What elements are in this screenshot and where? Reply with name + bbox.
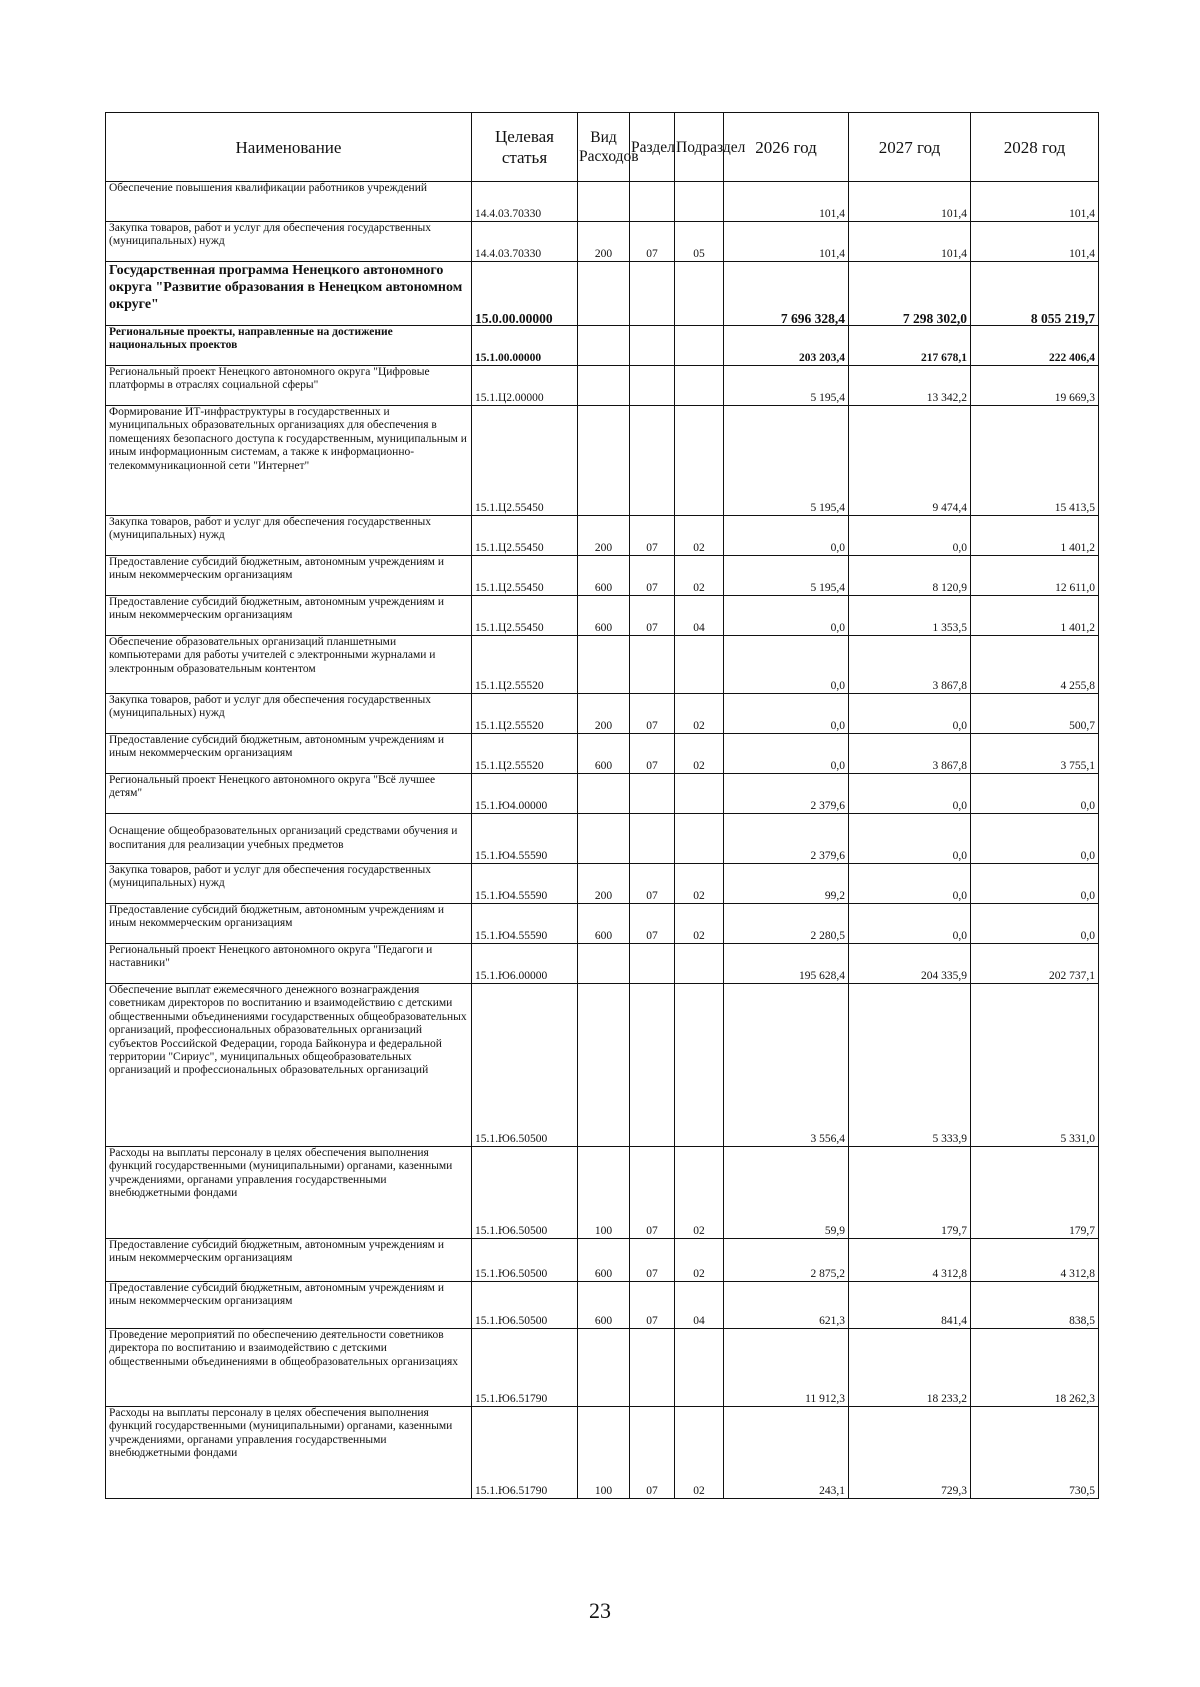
row-section bbox=[630, 366, 675, 406]
row-type bbox=[578, 406, 630, 516]
row-type: 600 bbox=[578, 1282, 630, 1329]
row-subsection: 04 bbox=[675, 596, 724, 636]
row-2027: 1 353,5 bbox=[849, 596, 971, 636]
row-2028: 18 262,3 bbox=[971, 1329, 1099, 1407]
row-section: 07 bbox=[630, 1239, 675, 1282]
row-type: 100 bbox=[578, 1147, 630, 1239]
row-subsection bbox=[675, 944, 724, 984]
row-2027: 217 678,1 bbox=[849, 326, 971, 366]
row-type: 200 bbox=[578, 516, 630, 556]
row-2026: 0,0 bbox=[724, 596, 849, 636]
row-2026: 101,4 bbox=[724, 222, 849, 262]
row-type: 200 bbox=[578, 222, 630, 262]
row-type: 600 bbox=[578, 1239, 630, 1282]
header-code: Целевая статья bbox=[472, 113, 578, 182]
row-section bbox=[630, 814, 675, 864]
table-row bbox=[106, 516, 1099, 556]
row-subsection: 05 bbox=[675, 222, 724, 262]
row-type: 600 bbox=[578, 596, 630, 636]
header-2026: 2026 год bbox=[724, 113, 849, 182]
row-subsection bbox=[675, 984, 724, 1147]
row-2026: 11 912,3 bbox=[724, 1329, 849, 1407]
header-section: Раздел bbox=[630, 113, 675, 182]
row-2026: 2 379,6 bbox=[724, 814, 849, 864]
table-header-row bbox=[106, 113, 1099, 182]
row-2028: 1 401,2 bbox=[971, 516, 1099, 556]
row-name: Региональный проект Ненецкого автономного округа "Всё лучшее детям" bbox=[106, 774, 472, 814]
row-section bbox=[630, 774, 675, 814]
row-name: Государственная программа Ненецкого автономного округа "Развитие образования в Ненецком автономном округе" bbox=[106, 262, 472, 326]
row-2027: 841,4 bbox=[849, 1282, 971, 1329]
table-body bbox=[106, 182, 1099, 1499]
row-code: 15.1.Ю4.55590 bbox=[472, 904, 578, 944]
table-row bbox=[106, 1147, 1099, 1239]
table-row bbox=[106, 734, 1099, 774]
row-section bbox=[630, 636, 675, 694]
row-name: Закупка товаров, работ и услуг для обеспечения государственных (муниципальных) нужд bbox=[106, 516, 472, 556]
row-type bbox=[578, 182, 630, 222]
row-type bbox=[578, 774, 630, 814]
table-row bbox=[106, 556, 1099, 596]
row-2028: 838,5 bbox=[971, 1282, 1099, 1329]
row-2028: 4 255,8 bbox=[971, 636, 1099, 694]
row-name: Закупка товаров, работ и услуг для обеспечения государственных (муниципальных) нужд bbox=[106, 694, 472, 734]
row-2026: 2 379,6 bbox=[724, 774, 849, 814]
row-section: 07 bbox=[630, 734, 675, 774]
row-name: Предоставление субсидий бюджетным, автономным учреждениям и иным некоммерческим организациям bbox=[106, 904, 472, 944]
row-code: 15.1.Ю4.55590 bbox=[472, 864, 578, 904]
row-name: Предоставление субсидий бюджетным, автономным учреждениям и иным некоммерческим организациям bbox=[106, 596, 472, 636]
row-2027: 0,0 bbox=[849, 864, 971, 904]
table-row bbox=[106, 1282, 1099, 1329]
row-code: 15.1.Ц2.55450 bbox=[472, 596, 578, 636]
row-code: 14.4.03.70330 bbox=[472, 182, 578, 222]
row-subsection: 02 bbox=[675, 734, 724, 774]
row-type bbox=[578, 1329, 630, 1407]
table-row bbox=[106, 406, 1099, 516]
row-2028: 19 669,3 bbox=[971, 366, 1099, 406]
row-2026: 0,0 bbox=[724, 694, 849, 734]
table-row bbox=[106, 326, 1099, 366]
table-row bbox=[106, 694, 1099, 734]
table-row bbox=[106, 814, 1099, 864]
row-2027: 0,0 bbox=[849, 516, 971, 556]
header-subsection: Подраздел bbox=[675, 113, 724, 182]
row-code: 14.4.03.70330 bbox=[472, 222, 578, 262]
row-section: 07 bbox=[630, 1147, 675, 1239]
row-type: 600 bbox=[578, 556, 630, 596]
row-2026: 3 556,4 bbox=[724, 984, 849, 1147]
table-row bbox=[106, 222, 1099, 262]
row-code: 15.0.00.00000 bbox=[472, 262, 578, 326]
row-subsection bbox=[675, 1329, 724, 1407]
row-code: 15.1.Ю6.50500 bbox=[472, 1239, 578, 1282]
row-section bbox=[630, 984, 675, 1147]
table-row bbox=[106, 904, 1099, 944]
row-name: Закупка товаров, работ и услуг для обеспечения государственных (муниципальных) нужд bbox=[106, 222, 472, 262]
row-name: Обеспечение выплат ежемесячного денежного вознаграждения советникам директоров по воспитанию и взаимодействию с детскими общественными объединениями государственных общеобразовательных организаций, профессиональных образовательных организаций субъектов Российской Федерации, города Байконура и федеральной территории "Сириус", муниципальных общеобразовательных организаций и профессиональных образовательных организаций bbox=[106, 984, 472, 1147]
row-2027: 0,0 bbox=[849, 814, 971, 864]
row-2027: 18 233,2 bbox=[849, 1329, 971, 1407]
table-row bbox=[106, 636, 1099, 694]
row-section: 07 bbox=[630, 904, 675, 944]
row-type bbox=[578, 984, 630, 1147]
row-2026: 59,9 bbox=[724, 1147, 849, 1239]
row-subsection bbox=[675, 366, 724, 406]
row-2027: 0,0 bbox=[849, 694, 971, 734]
row-name: Закупка товаров, работ и услуг для обеспечения государственных (муниципальных) нужд bbox=[106, 864, 472, 904]
row-code: 15.1.Ю6.51790 bbox=[472, 1407, 578, 1499]
row-name: Региональный проект Ненецкого автономного округа "Цифровые платформы в отраслях социальной сферы" bbox=[106, 366, 472, 406]
row-type: 600 bbox=[578, 904, 630, 944]
row-2028: 0,0 bbox=[971, 904, 1099, 944]
row-type: 600 bbox=[578, 734, 630, 774]
row-section: 07 bbox=[630, 556, 675, 596]
row-type: 200 bbox=[578, 694, 630, 734]
row-name: Региональный проект Ненецкого автономного округа "Педагоги и наставники" bbox=[106, 944, 472, 984]
row-2026: 621,3 bbox=[724, 1282, 849, 1329]
row-section: 07 bbox=[630, 1282, 675, 1329]
row-2026: 0,0 bbox=[724, 516, 849, 556]
row-subsection bbox=[675, 774, 724, 814]
row-type: 200 bbox=[578, 864, 630, 904]
row-2028: 12 611,0 bbox=[971, 556, 1099, 596]
table-row bbox=[106, 262, 1099, 326]
row-2026: 5 195,4 bbox=[724, 406, 849, 516]
row-2028: 101,4 bbox=[971, 222, 1099, 262]
row-2026: 2 875,2 bbox=[724, 1239, 849, 1282]
table-row bbox=[106, 1329, 1099, 1407]
row-section bbox=[630, 182, 675, 222]
row-2027: 0,0 bbox=[849, 774, 971, 814]
row-code: 15.1.Ц2.55450 bbox=[472, 406, 578, 516]
row-subsection bbox=[675, 814, 724, 864]
table-row bbox=[106, 1239, 1099, 1282]
row-2027: 729,3 bbox=[849, 1407, 971, 1499]
row-2026: 195 628,4 bbox=[724, 944, 849, 984]
row-name: Предоставление субсидий бюджетным, автономным учреждениям и иным некоммерческим организациям bbox=[106, 556, 472, 596]
row-2028: 101,4 bbox=[971, 182, 1099, 222]
row-name: Предоставление субсидий бюджетным, автономным учреждениям и иным некоммерческим организациям bbox=[106, 1282, 472, 1329]
row-section bbox=[630, 326, 675, 366]
row-2028: 222 406,4 bbox=[971, 326, 1099, 366]
row-code: 15.1.00.00000 bbox=[472, 326, 578, 366]
row-name: Предоставление субсидий бюджетным, автономным учреждениям и иным некоммерческим организациям bbox=[106, 734, 472, 774]
row-2028: 8 055 219,7 bbox=[971, 262, 1099, 326]
row-2027: 3 867,8 bbox=[849, 734, 971, 774]
row-type bbox=[578, 636, 630, 694]
row-code: 15.1.Ц2.55520 bbox=[472, 636, 578, 694]
row-type bbox=[578, 814, 630, 864]
row-2028: 179,7 bbox=[971, 1147, 1099, 1239]
row-code: 15.1.Ю6.50500 bbox=[472, 984, 578, 1147]
row-type bbox=[578, 326, 630, 366]
row-section bbox=[630, 1329, 675, 1407]
row-section: 07 bbox=[630, 596, 675, 636]
row-2027: 0,0 bbox=[849, 904, 971, 944]
row-code: 15.1.Ю6.50500 bbox=[472, 1147, 578, 1239]
row-2027: 101,4 bbox=[849, 222, 971, 262]
row-2028: 730,5 bbox=[971, 1407, 1099, 1499]
row-subsection: 02 bbox=[675, 694, 724, 734]
row-subsection: 04 bbox=[675, 1282, 724, 1329]
row-subsection: 02 bbox=[675, 864, 724, 904]
row-2028: 4 312,8 bbox=[971, 1239, 1099, 1282]
row-section: 07 bbox=[630, 1407, 675, 1499]
row-2028: 202 737,1 bbox=[971, 944, 1099, 984]
row-2028: 1 401,2 bbox=[971, 596, 1099, 636]
row-type bbox=[578, 944, 630, 984]
row-section bbox=[630, 944, 675, 984]
row-subsection: 02 bbox=[675, 1239, 724, 1282]
row-name: Предоставление субсидий бюджетным, автономным учреждениям и иным некоммерческим организациям bbox=[106, 1239, 472, 1282]
row-code: 15.1.Ц2.55520 bbox=[472, 694, 578, 734]
row-subsection bbox=[675, 636, 724, 694]
row-subsection bbox=[675, 182, 724, 222]
table-row bbox=[106, 774, 1099, 814]
row-code: 15.1.Ю6.51790 bbox=[472, 1329, 578, 1407]
row-code: 15.1.Ц2.55450 bbox=[472, 516, 578, 556]
row-2027: 13 342,2 bbox=[849, 366, 971, 406]
header-type: Вид Расходов bbox=[578, 113, 630, 182]
row-section: 07 bbox=[630, 516, 675, 556]
row-name: Формирование ИТ-инфраструктуры в государственных и муниципальных образовательных организациях для обеспечения в помещениях безопасного доступа к государственным, муниципальным и иным информационным системам, а также к информационно-телекоммуникационной сети "Интернет" bbox=[106, 406, 472, 516]
row-code: 15.1.Ц2.55520 bbox=[472, 734, 578, 774]
row-subsection: 02 bbox=[675, 556, 724, 596]
table-row bbox=[106, 984, 1099, 1147]
row-2026: 2 280,5 bbox=[724, 904, 849, 944]
row-code: 15.1.Ц2.55450 bbox=[472, 556, 578, 596]
row-2027: 9 474,4 bbox=[849, 406, 971, 516]
row-type: 100 bbox=[578, 1407, 630, 1499]
table-row bbox=[106, 1407, 1099, 1499]
row-2026: 99,2 bbox=[724, 864, 849, 904]
row-subsection: 02 bbox=[675, 1407, 724, 1499]
header-2027: 2027 год bbox=[849, 113, 971, 182]
row-section: 07 bbox=[630, 694, 675, 734]
row-2026: 7 696 328,4 bbox=[724, 262, 849, 326]
row-subsection bbox=[675, 262, 724, 326]
row-section: 07 bbox=[630, 864, 675, 904]
row-2027: 3 867,8 bbox=[849, 636, 971, 694]
row-2027: 7 298 302,0 bbox=[849, 262, 971, 326]
page-number: 23 bbox=[589, 1598, 611, 1623]
header-2028: 2028 год bbox=[971, 113, 1099, 182]
header-name: Наименование bbox=[106, 113, 472, 182]
row-2027: 8 120,9 bbox=[849, 556, 971, 596]
row-code: 15.1.Ю4.00000 bbox=[472, 774, 578, 814]
row-2028: 0,0 bbox=[971, 814, 1099, 864]
row-2026: 203 203,4 bbox=[724, 326, 849, 366]
row-2026: 0,0 bbox=[724, 734, 849, 774]
row-2026: 101,4 bbox=[724, 182, 849, 222]
table-row bbox=[106, 864, 1099, 904]
row-2027: 101,4 bbox=[849, 182, 971, 222]
row-2026: 5 195,4 bbox=[724, 556, 849, 596]
row-name: Региональные проекты, направленные на достижение национальных проектов bbox=[106, 326, 472, 366]
table-row bbox=[106, 596, 1099, 636]
row-2026: 0,0 bbox=[724, 636, 849, 694]
table-row bbox=[106, 944, 1099, 984]
row-name: Проведение мероприятий по обеспечению деятельности советников директора по воспитанию и взаимодействию с детскими общественными объединениями в общеобразовательных организациях bbox=[106, 1329, 472, 1407]
row-name: Расходы на выплаты персоналу в целях обеспечения выполнения функций государственными (муниципальными) органами, казенными учреждениями, органами управления государственными внебюджетными фондами bbox=[106, 1407, 472, 1499]
budget-table bbox=[105, 112, 1099, 1499]
row-section: 07 bbox=[630, 222, 675, 262]
row-name: Расходы на выплаты персоналу в целях обеспечения выполнения функций государственными (муниципальными) органами, казенными учреждениями, органами управления государственными внебюджетными фондами bbox=[106, 1147, 472, 1239]
row-2027: 204 335,9 bbox=[849, 944, 971, 984]
row-subsection bbox=[675, 406, 724, 516]
row-code: 15.1.Ю6.50500 bbox=[472, 1282, 578, 1329]
row-2028: 5 331,0 bbox=[971, 984, 1099, 1147]
row-2027: 179,7 bbox=[849, 1147, 971, 1239]
row-code: 15.1.Ю4.55590 bbox=[472, 814, 578, 864]
row-subsection: 02 bbox=[675, 1147, 724, 1239]
table-row bbox=[106, 366, 1099, 406]
row-type bbox=[578, 262, 630, 326]
row-subsection bbox=[675, 326, 724, 366]
row-name: Оснащение общеобразовательных организаций средствами обучения и воспитания для реализации учебных предметов bbox=[106, 814, 472, 864]
row-code: 15.1.Ц2.00000 bbox=[472, 366, 578, 406]
row-type bbox=[578, 366, 630, 406]
row-subsection: 02 bbox=[675, 904, 724, 944]
row-2028: 0,0 bbox=[971, 864, 1099, 904]
row-2026: 5 195,4 bbox=[724, 366, 849, 406]
row-2028: 3 755,1 bbox=[971, 734, 1099, 774]
table-row bbox=[106, 182, 1099, 222]
row-code: 15.1.Ю6.00000 bbox=[472, 944, 578, 984]
row-2026: 243,1 bbox=[724, 1407, 849, 1499]
row-2028: 15 413,5 bbox=[971, 406, 1099, 516]
row-2027: 5 333,9 bbox=[849, 984, 971, 1147]
row-section bbox=[630, 262, 675, 326]
row-subsection: 02 bbox=[675, 516, 724, 556]
row-section bbox=[630, 406, 675, 516]
row-name: Обеспечение повышения квалификации работников учреждений bbox=[106, 182, 472, 222]
row-2028: 0,0 bbox=[971, 774, 1099, 814]
row-2028: 500,7 bbox=[971, 694, 1099, 734]
row-name: Обеспечение образовательных организаций планшетными компьютерами для работы учителей с электронными журналами и электронным образовательным контентом bbox=[106, 636, 472, 694]
row-2027: 4 312,8 bbox=[849, 1239, 971, 1282]
